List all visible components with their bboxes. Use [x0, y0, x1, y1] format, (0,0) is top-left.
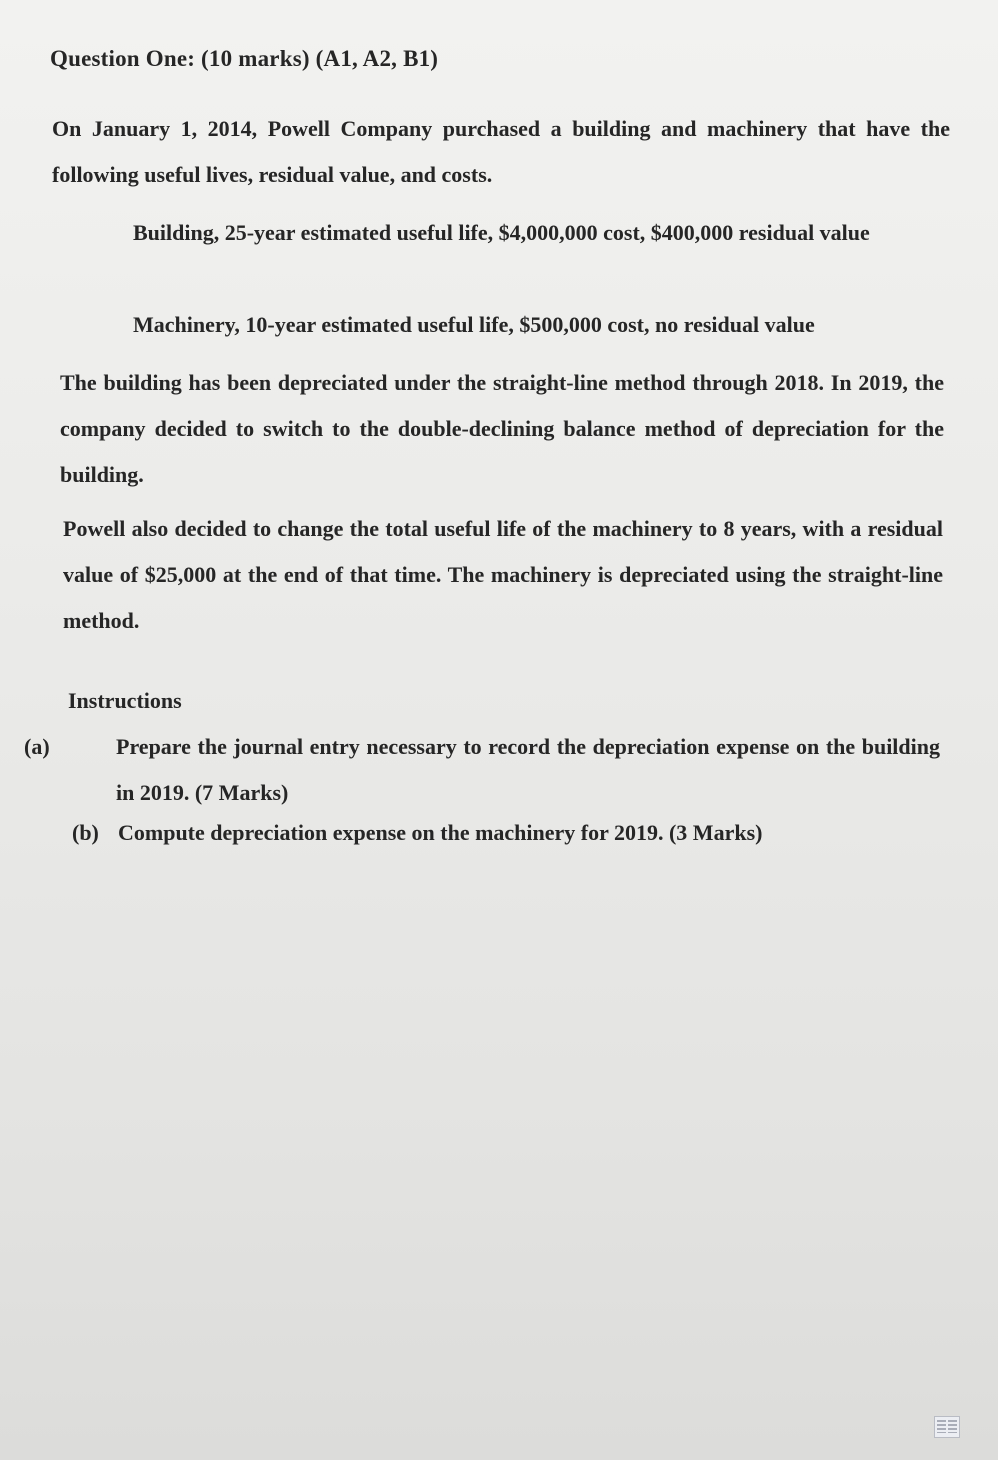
building-asset-line: Building, 25-year estimated useful life, $4,000,000 cost, $400,000 residual value: [133, 220, 870, 245]
instruction-text-a: Prepare the journal entry necessary to record the depreciation expense on the building in 2019. (7 Marks): [116, 734, 940, 805]
instruction-item-b: [72, 810, 942, 856]
instruction-letter-a: (a): [24, 734, 50, 759]
instruction-item-a: [24, 724, 940, 816]
reader-view-icon[interactable]: [934, 1416, 960, 1438]
intro-paragraph: On January 1, 2014, Powell Company purchased a building and machinery that have the following useful lives, residual value, and costs.: [52, 116, 950, 187]
question-heading: Question One: (10 marks) (A1, A2, B1): [50, 46, 439, 71]
instructions-heading: Instructions: [68, 688, 182, 713]
machinery-asset-line: Machinery, 10-year estimated useful life, $500,000 cost, no residual value: [133, 312, 815, 337]
machinery-change-paragraph: Powell also decided to change the total useful life of the machinery to 8 years, with a residual value of $25,000 at the end of that time. The machinery is depreciated using the straight-line method.: [63, 516, 943, 633]
instruction-letter-b: (b): [72, 820, 99, 845]
instruction-text-b: Compute depreciation expense on the machinery for 2019. (3 Marks): [118, 820, 763, 845]
building-method-paragraph: The building has been depreciated under the straight-line method through 2018. In 2019, the company decided to switch to the double-declining balance method of depreciation for the building.: [60, 370, 944, 487]
